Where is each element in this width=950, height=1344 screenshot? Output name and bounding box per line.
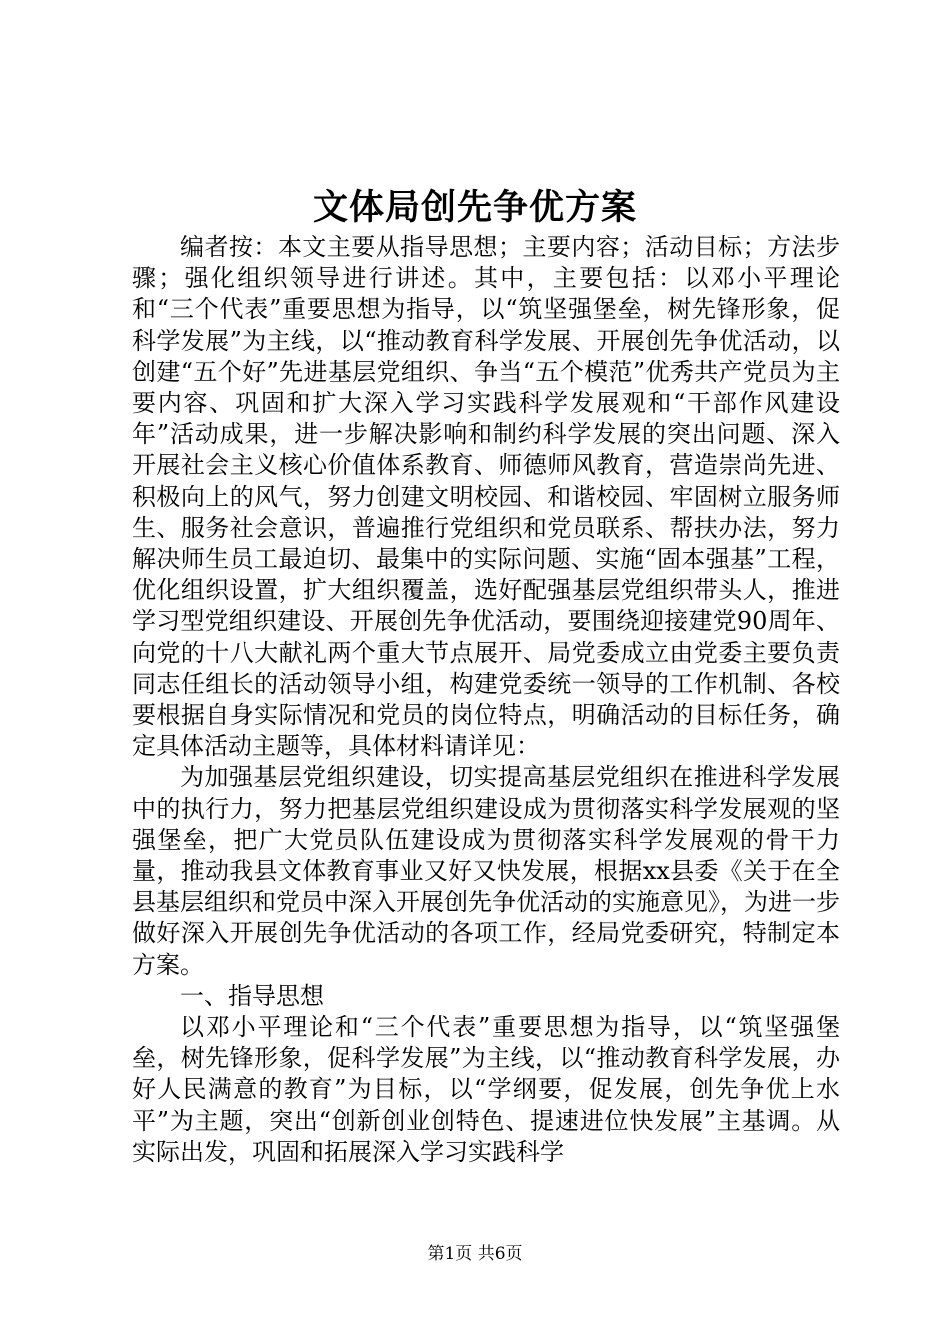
document-body xyxy=(132,232,840,1168)
document-title: 文体局创先争优方案 xyxy=(312,187,637,228)
editor-note-paragraph: 编者按：本文主要从指导思想；主要内容；活动目标；方法步骤；强化组织领导进行讲述。其中，主要包括：以邓小平理论和“三个代表”重要思想为指导，以“筑坚强堡垒，树先锋形象，促科学发展”为主线，以“推动教育科学发展、开展创先争优活动，以创建“五个好”先进基层党组织、争当“五个模范”优秀共产党员为主要内容、巩固和扩大深入学习实践科学发展观和“干部作风建设年”活动成果，进一步解决影响和制约科学发展的突出问题、深入开展社会主义核心价值体系教育、师德师风教育，营造崇尚先进、积极向上的风气，努力创建文明校园、和谐校园、牢固树立服务师生、服务社会意识，普遍推行党组织和党员联系、帮扶办法，努力解决师生员工最迫切、最集中的实际问题、实施“固本强基”工程，优化组织设置，扩大组织覆盖，选好配强基层党组织带头人，推进学习型党组织建设、开展创先争优活动，要围绕迎接建党90周年、向党的十八大献礼两个重大节点展开、局党委成立由党委主要负责同志任组长的活动领导小组，构建党委统一领导的工作机制、各校要根据自身实际情况和党员的岗位特点，明确活动的目标任务，确定具体活动主题等，具体材料请详见： xyxy=(132,233,840,761)
section-heading: 一、指导思想 xyxy=(180,981,324,1010)
intro-paragraph: 为加强基层党组织建设，切实提高基层党组织在推进科学发展中的执行力，努力把基层党组织建设成为贯彻落实科学发展观的坚强堡垒，把广大党员队伍建设成为贯彻落实科学发展观的骨干力量，推动我县文体教育事业又好又快发展，根据xx县委《关于在全县基层组织和党员中深入开展创先争优活动的实施意见》，为进一步做好深入开展创先争优活动的各项工作，经局党委研究，特制定本方案。 xyxy=(132,763,840,979)
page-footer: 第1页 共6页 xyxy=(427,1244,523,1264)
section-paragraph: 以邓小平理论和“三个代表”重要思想为指导，以“筑坚强堡垒，树先锋形象，促科学发展”为主线，以“推动教育科学发展，办好人民满意的教育”为目标，以“学纲要，促发展，创先争优上水平”为主题，突出“创新创业创特色、提速进位快发展”主基调。从实际出发，巩固和拓展深入学习实践科学 xyxy=(132,1013,840,1166)
